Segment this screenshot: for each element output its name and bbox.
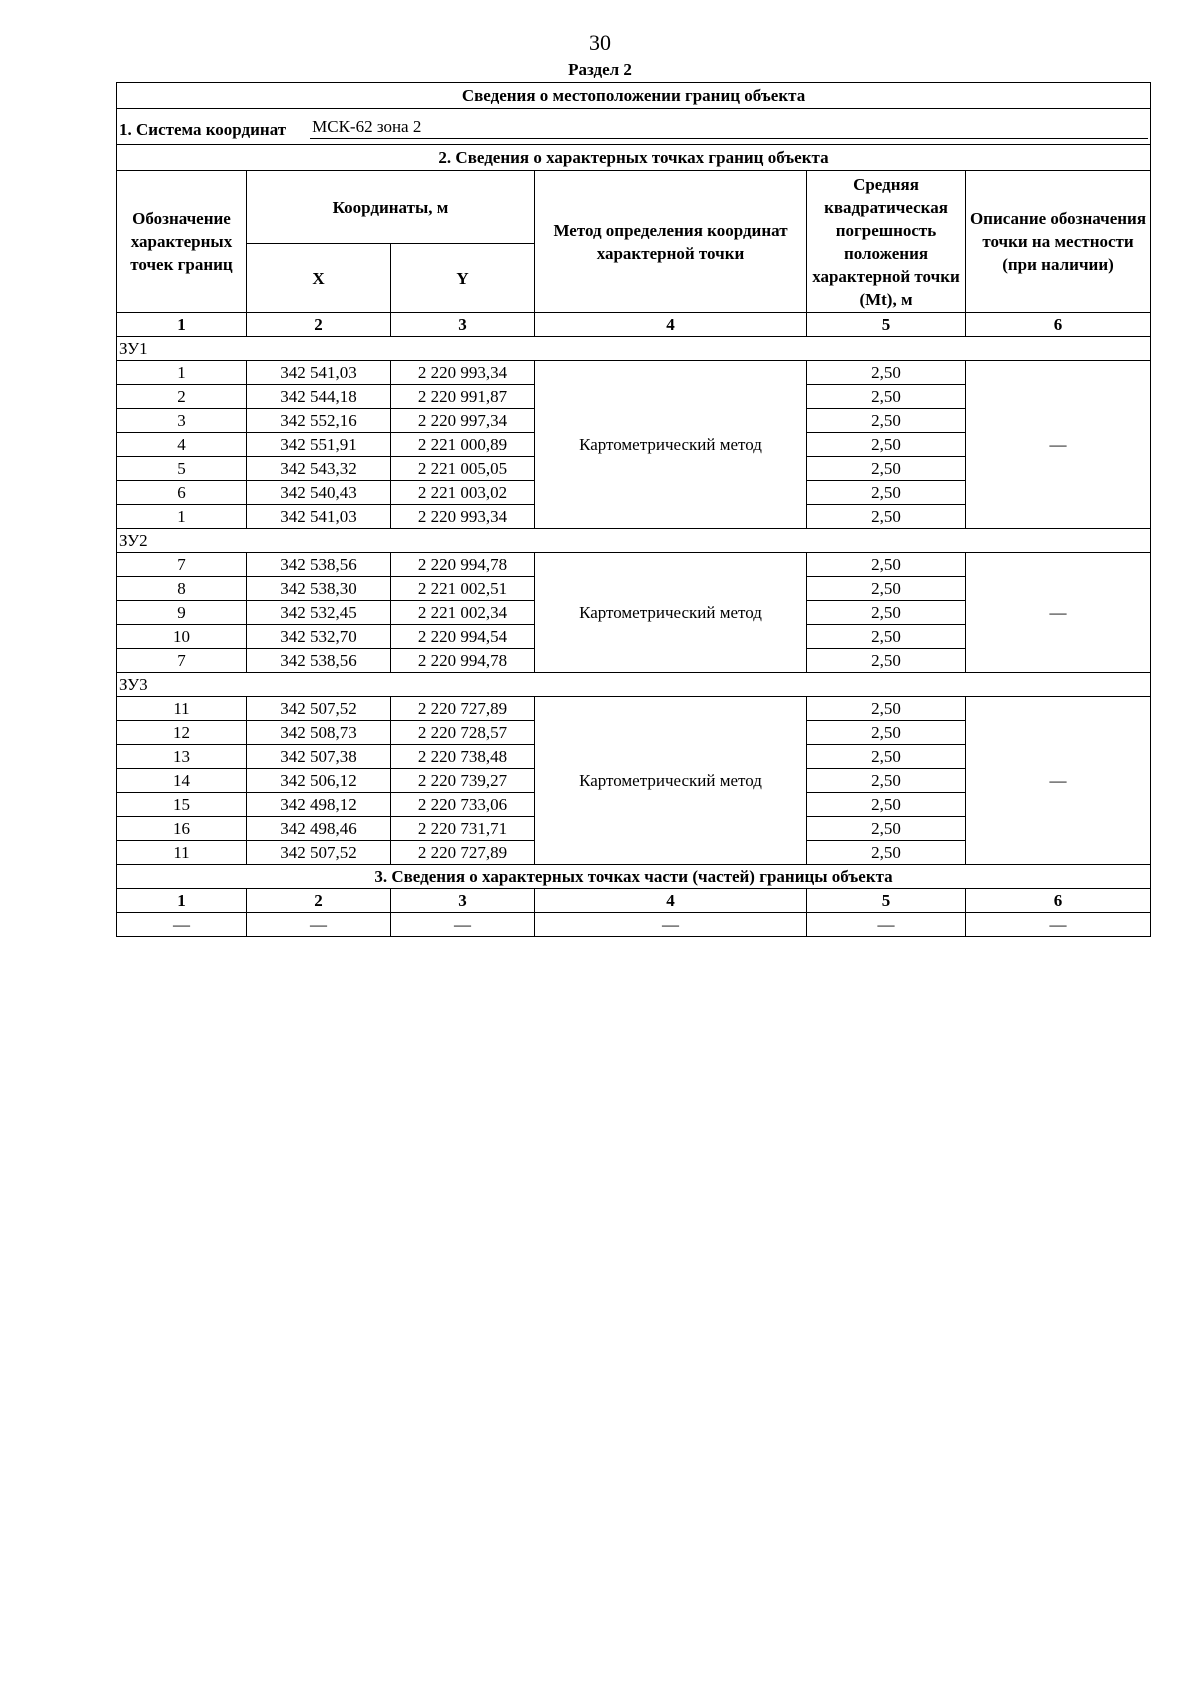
accuracy-mt: 2,50 — [807, 385, 966, 409]
method-cell: Картометрический метод — [535, 553, 807, 673]
table-row — [117, 361, 1151, 385]
header-method: Метод определения координат характерной точки — [535, 171, 807, 313]
point-number: 11 — [117, 841, 247, 865]
header-y: Y — [391, 244, 535, 313]
point-number: 1 — [117, 361, 247, 385]
header-description: Описание обозначения точки на местности (при наличии) — [966, 171, 1151, 313]
coordinate-x: 342 507,38 — [247, 745, 391, 769]
point-number: 7 — [117, 553, 247, 577]
parts-empty-cell: — — [117, 913, 247, 937]
coordinate-y: 2 221 005,05 — [391, 457, 535, 481]
coordinate-y: 2 220 994,54 — [391, 625, 535, 649]
accuracy-mt: 2,50 — [807, 553, 966, 577]
boundary-table — [116, 82, 1151, 937]
accuracy-mt: 2,50 — [807, 841, 966, 865]
coordinate-y: 2 220 993,34 — [391, 505, 535, 529]
coordinate-y: 2 220 994,78 — [391, 553, 535, 577]
coordinate-x: 342 532,70 — [247, 625, 391, 649]
coordinate-y: 2 220 731,71 — [391, 817, 535, 841]
point-number: 8 — [117, 577, 247, 601]
coordinate-y: 2 220 738,48 — [391, 745, 535, 769]
point-number: 14 — [117, 769, 247, 793]
coordinate-x: 342 507,52 — [247, 841, 391, 865]
coordinate-y: 2 221 002,34 — [391, 601, 535, 625]
page-number: 30 — [589, 30, 611, 55]
group-header-row — [117, 337, 1151, 361]
group-name: ЗУ2 — [117, 529, 1151, 553]
coordinate-y: 2 220 728,57 — [391, 721, 535, 745]
coordinate-x: 342 541,03 — [247, 505, 391, 529]
group-name: ЗУ3 — [117, 673, 1151, 697]
accuracy-mt: 2,50 — [807, 649, 966, 673]
description-cell: — — [966, 361, 1151, 529]
column-number: 4 — [535, 889, 807, 913]
accuracy-mt: 2,50 — [807, 409, 966, 433]
coordinate-x: 342 506,12 — [247, 769, 391, 793]
coordinate-y: 2 220 733,06 — [391, 793, 535, 817]
coordinate-x: 342 498,12 — [247, 793, 391, 817]
column-number: 1 — [117, 313, 247, 337]
header-accuracy: Средняя квадратическая погрешность положения характерной точки (Mt), м — [807, 171, 966, 313]
coordinate-system-value: МСК-62 зона 2 — [310, 116, 1148, 139]
point-number: 4 — [117, 433, 247, 457]
section-title: Раздел 2 — [568, 60, 632, 79]
point-number: 13 — [117, 745, 247, 769]
description-cell: — — [966, 697, 1151, 865]
coordinate-x: 342 552,16 — [247, 409, 391, 433]
table-row — [117, 697, 1151, 721]
coordinate-x: 342 538,30 — [247, 577, 391, 601]
point-number: 1 — [117, 505, 247, 529]
coordinate-y: 2 220 727,89 — [391, 841, 535, 865]
accuracy-mt: 2,50 — [807, 577, 966, 601]
point-number: 6 — [117, 481, 247, 505]
coordinate-x: 342 498,46 — [247, 817, 391, 841]
coordinate-x: 342 538,56 — [247, 649, 391, 673]
accuracy-mt: 2,50 — [807, 793, 966, 817]
accuracy-mt: 2,50 — [807, 817, 966, 841]
coordinate-x: 342 544,18 — [247, 385, 391, 409]
accuracy-mt: 2,50 — [807, 457, 966, 481]
column-number: 2 — [247, 313, 391, 337]
accuracy-mt: 2,50 — [807, 745, 966, 769]
point-number: 10 — [117, 625, 247, 649]
parts-empty-cell: — — [535, 913, 807, 937]
coordinate-y: 2 221 003,02 — [391, 481, 535, 505]
point-number: 12 — [117, 721, 247, 745]
coordinate-x: 342 507,52 — [247, 697, 391, 721]
column-number: 1 — [117, 889, 247, 913]
coordinate-y: 2 220 993,34 — [391, 361, 535, 385]
coordinate-x: 342 532,45 — [247, 601, 391, 625]
point-number: 5 — [117, 457, 247, 481]
group-header-row — [117, 529, 1151, 553]
accuracy-mt: 2,50 — [807, 481, 966, 505]
coordinate-x: 342 508,73 — [247, 721, 391, 745]
group-name: ЗУ1 — [117, 337, 1151, 361]
parts-empty-cell: — — [247, 913, 391, 937]
point-number: 11 — [117, 697, 247, 721]
coordinate-x: 342 543,32 — [247, 457, 391, 481]
parts-empty-cell: — — [391, 913, 535, 937]
accuracy-mt: 2,50 — [807, 601, 966, 625]
coordinate-y: 2 220 727,89 — [391, 697, 535, 721]
point-number: 16 — [117, 817, 247, 841]
point-number: 3 — [117, 409, 247, 433]
column-number: 2 — [247, 889, 391, 913]
accuracy-mt: 2,50 — [807, 433, 966, 457]
column-number: 3 — [391, 889, 535, 913]
point-number: 2 — [117, 385, 247, 409]
point-number: 7 — [117, 649, 247, 673]
coordinate-x: 342 538,56 — [247, 553, 391, 577]
parts-empty-cell: — — [966, 913, 1151, 937]
accuracy-mt: 2,50 — [807, 361, 966, 385]
column-number: 6 — [966, 889, 1151, 913]
point-number: 9 — [117, 601, 247, 625]
column-number: 5 — [807, 313, 966, 337]
column-number: 6 — [966, 313, 1151, 337]
accuracy-mt: 2,50 — [807, 625, 966, 649]
header-designation: Обозначение характерных точек границ — [117, 171, 247, 313]
coordinate-x: 342 551,91 — [247, 433, 391, 457]
coordinate-y: 2 220 739,27 — [391, 769, 535, 793]
header-x: X — [247, 244, 391, 313]
method-cell: Картометрический метод — [535, 697, 807, 865]
group-header-row — [117, 673, 1151, 697]
accuracy-mt: 2,50 — [807, 505, 966, 529]
parts-empty-cell: — — [807, 913, 966, 937]
table-title: Сведения о местоположении границ объекта — [117, 83, 1151, 109]
coordinate-y: 2 220 994,78 — [391, 649, 535, 673]
coordinate-y: 2 221 002,51 — [391, 577, 535, 601]
parts-section-title: 3. Сведения о характерных точках части (частей) границы объекта — [117, 865, 1151, 889]
accuracy-mt: 2,50 — [807, 697, 966, 721]
column-number: 3 — [391, 313, 535, 337]
column-number: 4 — [535, 313, 807, 337]
coordinate-y: 2 220 991,87 — [391, 385, 535, 409]
coordinate-system-label: 1. Система координат — [119, 119, 287, 139]
coordinate-y: 2 220 997,34 — [391, 409, 535, 433]
coordinate-system-row — [117, 109, 1151, 145]
accuracy-mt: 2,50 — [807, 721, 966, 745]
column-number: 5 — [807, 889, 966, 913]
accuracy-mt: 2,50 — [807, 769, 966, 793]
description-cell: — — [966, 553, 1151, 673]
method-cell: Картометрический метод — [535, 361, 807, 529]
points-section-title: 2. Сведения о характерных точках границ объекта — [117, 145, 1151, 171]
coordinate-x: 342 540,43 — [247, 481, 391, 505]
header-coordinates: Координаты, м — [247, 171, 535, 244]
point-number: 15 — [117, 793, 247, 817]
coordinate-y: 2 221 000,89 — [391, 433, 535, 457]
coordinate-x: 342 541,03 — [247, 361, 391, 385]
table-row — [117, 553, 1151, 577]
